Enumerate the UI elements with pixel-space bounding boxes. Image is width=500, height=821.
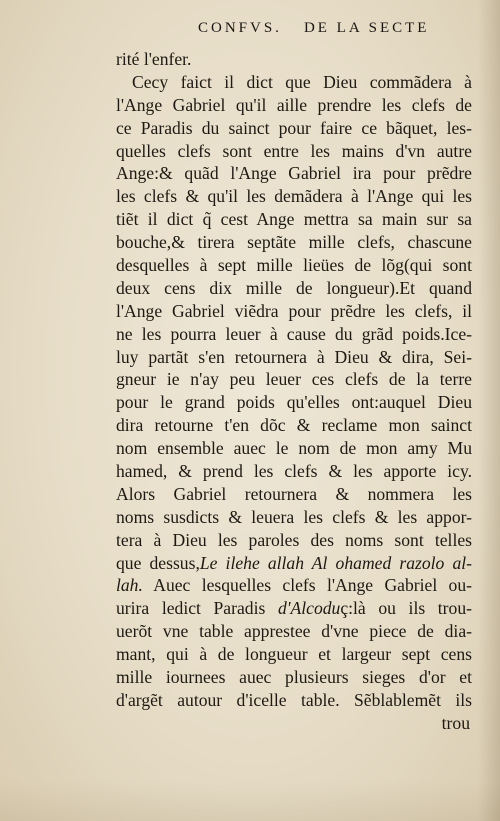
text-line: d'argẽt autour d'icelle table. Sẽblablemẽt ils bbox=[116, 689, 472, 710]
running-head bbox=[198, 20, 468, 37]
text-roman: ç:là ou ils trou- bbox=[340, 598, 472, 619]
text-line: les clefs & qu'il les demãdera à l'Ange qui les bbox=[116, 186, 472, 207]
text-line: l'Ange Gabriel qu'il aille prendre les clefs de bbox=[116, 94, 472, 115]
running-head-left: CONFVS. bbox=[198, 20, 282, 36]
page-gutter-shadow bbox=[478, 0, 500, 821]
catchword: trou bbox=[441, 712, 470, 733]
text-line: gneur ie n'ay peu leuer ces clefs de la terre bbox=[116, 369, 472, 390]
text-line: Cecy faict il dict que Dieu commãdera à bbox=[132, 71, 472, 92]
text-line: uerõt vne table apprestee d'vne piece de dia- bbox=[116, 621, 472, 642]
text-line: nom ensemble auec le nom de mon amy Mu bbox=[116, 438, 472, 459]
text-line: quelles clefs sont entre les mains d'vn autre bbox=[116, 140, 472, 161]
text-line: bouche,& tirera septãte mille clefs, chascune bbox=[116, 232, 472, 253]
text-roman: Auec lesquelles clefs l'Ange Gabriel ou- bbox=[142, 575, 472, 596]
text-line: noms susdicts & leuera les clefs & les appor- bbox=[116, 506, 472, 527]
text-line: hamed, & prend les clefs & les apporte icy. bbox=[116, 461, 472, 482]
text-line: tera à Dieu les paroles des noms sont telles bbox=[116, 529, 472, 550]
running-head-right: DE LA SECTE bbox=[303, 20, 430, 36]
text-line: dira retourne t'en dõc & reclame mon sainct bbox=[116, 415, 472, 436]
text-line: desquelles à sept mille lieües de lõg(qui sont bbox=[116, 255, 472, 276]
text-line: deux cens dix mille de longueur).Et quand bbox=[116, 277, 472, 298]
text-italic-place-name: d'Alcodu bbox=[277, 598, 341, 619]
text-line: ce Paradis du sainct pour faire ce bãquet, les- bbox=[116, 117, 472, 138]
text-line: tiẽt il dict q̃ cest Ange mettra sa main sur sa bbox=[116, 209, 472, 230]
text-line-mixed bbox=[116, 552, 472, 575]
body-text bbox=[116, 48, 472, 735]
text-line: rité l'enfer. bbox=[116, 49, 192, 69]
page-bottom-shade bbox=[0, 781, 500, 821]
text-line: Alors Gabriel retournera & nommera les bbox=[116, 483, 472, 504]
text-italic-invocation-end: lah. bbox=[116, 575, 143, 596]
text-italic-invocation: Le ilehe allah Al ohamed razolo al- bbox=[199, 552, 472, 573]
text-line: l'Ange Gabriel viẽdra pour prẽdre les clefs, il bbox=[116, 300, 472, 321]
text-line: Ange:& quãd l'Ange Gabriel ira pour prẽdre bbox=[116, 163, 472, 184]
text-line: ne les pourra leuer à cause du grãd poids.Ice- bbox=[116, 323, 472, 344]
text-line: mant, qui à de longueur et largeur sept cens bbox=[116, 644, 472, 665]
text-line: mille iournees auec plusieurs sieges d'or et bbox=[116, 667, 472, 688]
text-line: luy partãt s'en retournera à Dieu & dira, Sei- bbox=[116, 346, 472, 367]
text-roman: que dessus, bbox=[116, 552, 200, 573]
text-line-mixed bbox=[116, 574, 472, 597]
text-line: pour le grand poids qu'elles ont:auquel Dieu bbox=[116, 392, 472, 413]
text-line-mixed bbox=[116, 597, 472, 620]
text-roman: urira ledict Paradis bbox=[116, 598, 278, 619]
